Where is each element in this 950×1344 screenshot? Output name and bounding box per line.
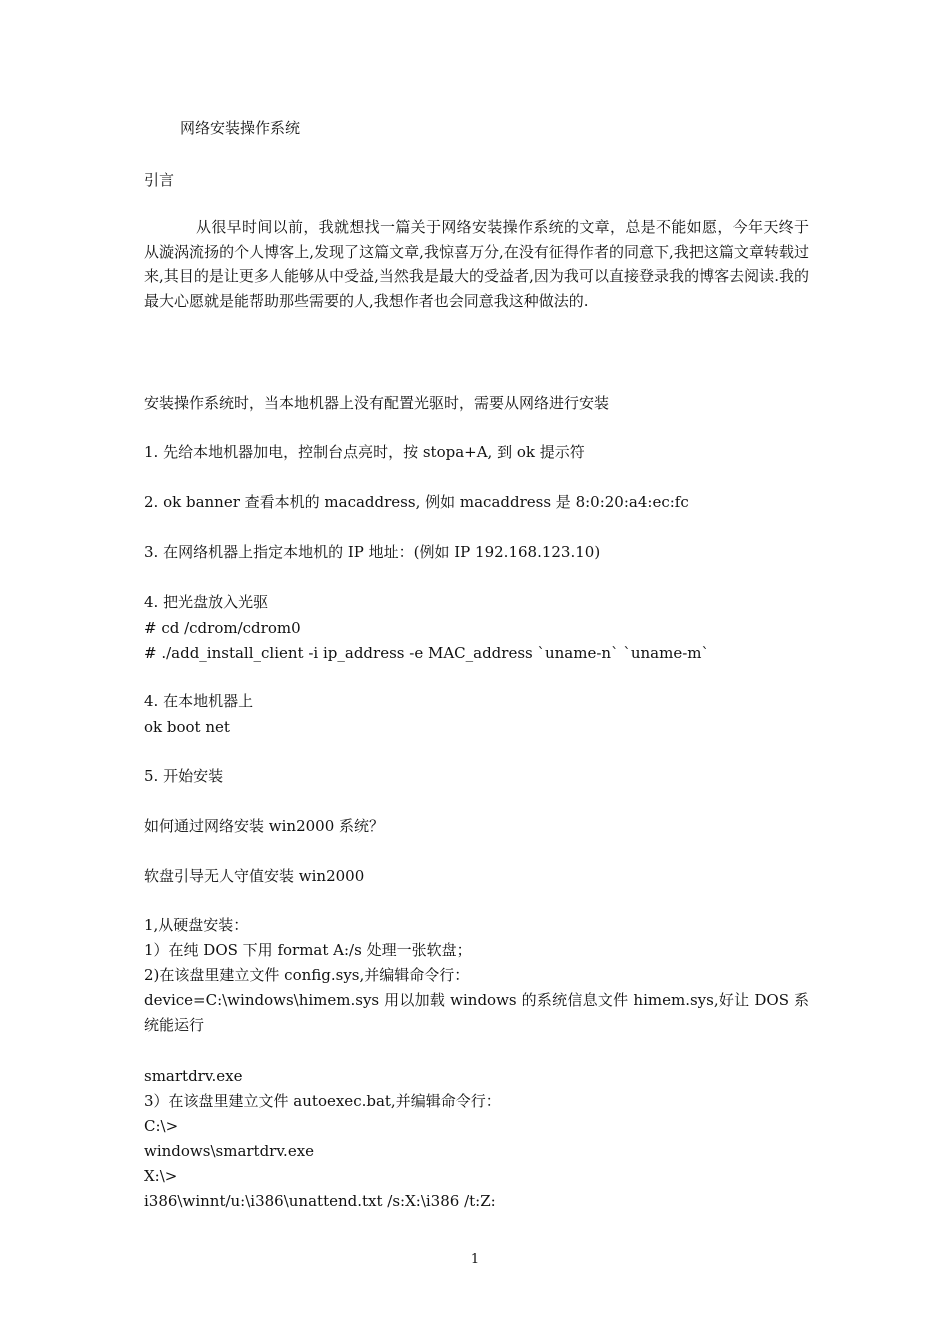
hd-step-3: 3）在该盘里建立文件 autoexec.bat,并编辑命令行： [144, 1092, 501, 1110]
command-line: windows\smartdrv.exe [144, 1142, 315, 1160]
command-line: ok boot net [144, 718, 230, 736]
step-4a: 4. 把光盘放入光驱 [144, 593, 269, 611]
hd-step-2: 2)在该盘里建立文件 config.sys,并编辑命令行： [144, 966, 470, 984]
doc-title: 网络安装操作系统 [180, 119, 301, 137]
command-line: smartdrv.exe [144, 1067, 243, 1085]
intro-paragraph: 从很早时间以前，我就想找一篇关于网络安装操作系统的文章，总是不能如愿，今年天终于从漩涡流扬的个人博客上,发现了这篇文章,我惊喜万分,在没有征得作者的同意下,我把这篇文章转载过来,其目的是让更多人能够从中受益,当然我是最大的受益者,因为我可以直接登录我的博客去阅读.我的最大心愿就是能帮助那些需要的人,我想作者也会同意我这种做法的. [144, 218, 809, 310]
step-2: 2. ok banner 查看本机的 macaddress, 例如 macaddress 是 8:0:20:a4:ec:fc [144, 493, 689, 511]
section-intro: 安装操作系统时，当本地机器上没有配置光驱时，需要从网络进行安装 [144, 394, 610, 412]
hd-step-1: 1）在纯 DOS 下用 format A:/s 处理一张软盘； [144, 941, 472, 959]
command-line: # cd /cdrom/cdrom0 [144, 619, 301, 637]
floppy-heading: 软盘引导无人守值安装 win2000 [144, 867, 365, 885]
page-number: 1 [470, 1252, 480, 1267]
device-line: device=C:\windows\himem.sys 用以加载 windows 的系统信息文件 himem.sys,好让 DOS 系统能运行 [144, 991, 809, 1034]
step-1: 1. 先给本地机器加电，控制台点亮时，按 stopa+A, 到 ok 提示符 [144, 443, 585, 461]
hd-install-heading: 1,从硬盘安装： [144, 916, 249, 934]
step-3: 3. 在网络机器上指定本地机的 IP 地址：(例如 IP 192.168.123.10) [144, 543, 601, 561]
command-line: X:\> [144, 1167, 178, 1185]
step-5: 5. 开始安装 [144, 767, 224, 785]
question-heading: 如何通过网络安装 win2000 系统？ [144, 817, 385, 835]
step-4b: 4. 在本地机器上 [144, 692, 254, 710]
command-line: C:\> [144, 1117, 179, 1135]
command-line: i386\winnt/u:\i386\unattend.txt /s:X:\i386 /t:Z: [144, 1192, 496, 1210]
intro-heading: 引言 [144, 171, 175, 189]
command-line: # ./add_install_client -i ip_address -e MAC_address `uname-n` `uname-m` [144, 644, 710, 662]
